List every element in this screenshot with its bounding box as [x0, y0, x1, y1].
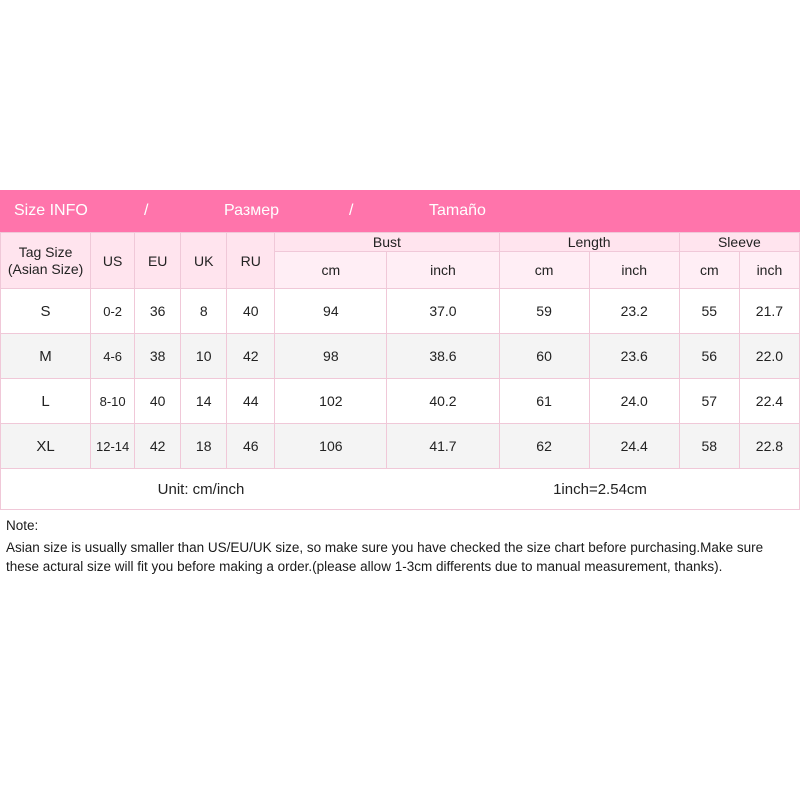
- title-size-info: Size INFO: [14, 202, 88, 219]
- cell-tag-size: XL: [1, 424, 91, 469]
- cell-uk: 8: [181, 289, 227, 334]
- table-header-row-groups: [1, 233, 800, 252]
- cell-length-cm: 61: [499, 379, 589, 424]
- cell-eu: 36: [135, 289, 181, 334]
- header-sleeve-cm: cm: [679, 252, 739, 289]
- cell-uk: 18: [181, 424, 227, 469]
- cell-ru: 40: [227, 289, 275, 334]
- cell-ru: 42: [227, 334, 275, 379]
- header-eu: EU: [135, 233, 181, 289]
- cell-tag-size: S: [1, 289, 91, 334]
- cell-us: 12-14: [91, 424, 135, 469]
- title-separator-2: /: [349, 202, 354, 219]
- table-row: [1, 334, 800, 379]
- cell-length-inch: 24.0: [589, 379, 679, 424]
- header-length-inch: inch: [589, 252, 679, 289]
- cell-ru: 46: [227, 424, 275, 469]
- cell-bust-inch: 40.2: [387, 379, 499, 424]
- header-uk: UK: [181, 233, 227, 289]
- cell-length-cm: 62: [499, 424, 589, 469]
- cell-bust-cm: 106: [275, 424, 387, 469]
- cell-bust-cm: 102: [275, 379, 387, 424]
- title-tamano: Tamaño: [429, 202, 486, 219]
- cell-eu: 42: [135, 424, 181, 469]
- cell-bust-inch: 37.0: [387, 289, 499, 334]
- cell-sleeve-inch: 22.0: [739, 334, 799, 379]
- cell-bust-cm: 94: [275, 289, 387, 334]
- size-chart-title-bar: [0, 190, 800, 232]
- header-tag-size: [1, 233, 91, 289]
- cell-length-inch: 24.4: [589, 424, 679, 469]
- header-tag-size-line1: Tag Size: [18, 244, 73, 261]
- cell-sleeve-cm: 55: [679, 289, 739, 334]
- cell-us: 8-10: [91, 379, 135, 424]
- unit-row: [0, 469, 800, 510]
- size-chart: [0, 190, 800, 581]
- cell-sleeve-inch: 22.4: [739, 379, 799, 424]
- header-tag-size-line2: (Asian Size): [7, 260, 84, 277]
- cell-eu: 40: [135, 379, 181, 424]
- note-text: Asian size is usually smaller than US/EU/UK size, so make sure you have checked the size chart before purchasing.Make sure these actural size will fit you before making a order.(please allow 1-3cm differents due to manual measurement, thanks).: [6, 539, 764, 575]
- table-row: [1, 424, 800, 469]
- note-section: [0, 510, 800, 581]
- header-bust-inch: inch: [387, 252, 499, 289]
- cell-sleeve-cm: 56: [679, 334, 739, 379]
- header-sleeve-inch: inch: [739, 252, 799, 289]
- cell-length-cm: 60: [499, 334, 589, 379]
- header-bust-cm: cm: [275, 252, 387, 289]
- header-sleeve: Sleeve: [679, 233, 799, 252]
- cell-length-inch: 23.6: [589, 334, 679, 379]
- header-ru: RU: [227, 233, 275, 289]
- note-label: Note:: [6, 518, 39, 533]
- cell-us: 4-6: [91, 334, 135, 379]
- table-row: [1, 289, 800, 334]
- cell-us: 0-2: [91, 289, 135, 334]
- header-length-cm: cm: [499, 252, 589, 289]
- unit-label: Unit: cm/inch: [157, 480, 245, 498]
- size-table: [0, 232, 800, 469]
- cell-sleeve-inch: 22.8: [739, 424, 799, 469]
- cell-sleeve-cm: 57: [679, 379, 739, 424]
- title-razmer: Размер: [224, 202, 279, 219]
- table-row: [1, 379, 800, 424]
- header-length: Length: [499, 233, 679, 252]
- cell-length-cm: 59: [499, 289, 589, 334]
- cell-ru: 44: [227, 379, 275, 424]
- title-separator-1: /: [144, 202, 149, 219]
- cell-bust-cm: 98: [275, 334, 387, 379]
- cell-eu: 38: [135, 334, 181, 379]
- cell-bust-inch: 41.7: [387, 424, 499, 469]
- header-us: US: [91, 233, 135, 289]
- cell-uk: 10: [181, 334, 227, 379]
- cell-tag-size: M: [1, 334, 91, 379]
- conversion-label: 1inch=2.54cm: [553, 480, 647, 498]
- cell-uk: 14: [181, 379, 227, 424]
- cell-length-inch: 23.2: [589, 289, 679, 334]
- header-bust: Bust: [275, 233, 499, 252]
- cell-sleeve-cm: 58: [679, 424, 739, 469]
- cell-sleeve-inch: 21.7: [739, 289, 799, 334]
- cell-tag-size: L: [1, 379, 91, 424]
- cell-bust-inch: 38.6: [387, 334, 499, 379]
